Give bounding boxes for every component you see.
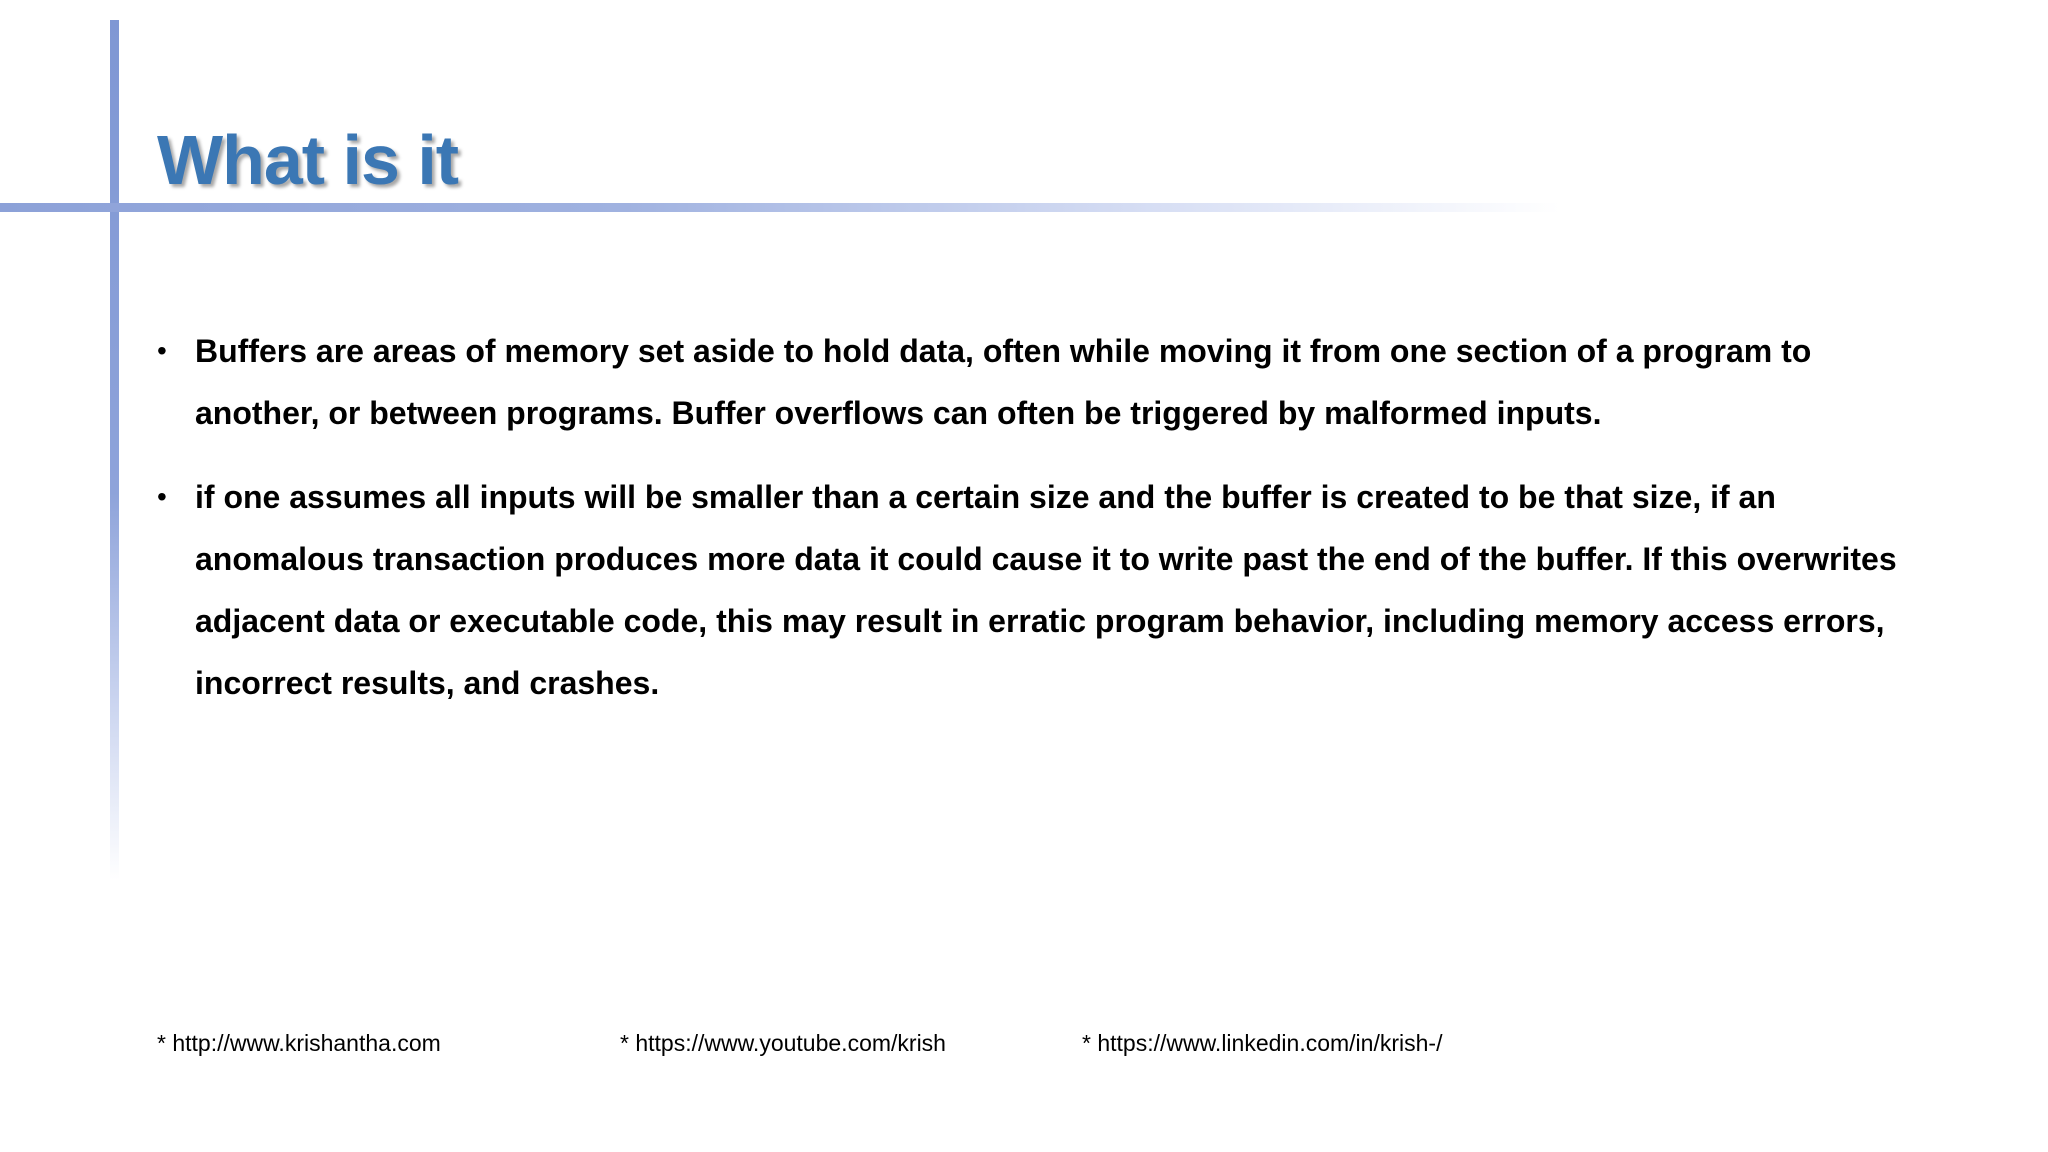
bullet-marker: • [157, 481, 167, 512]
bullet-list [157, 320, 1917, 736]
footer-website-link[interactable]: * http://www.krishantha.com [157, 1030, 441, 1056]
bullet-marker: • [157, 335, 167, 366]
vertical-accent-line [110, 20, 119, 880]
slide-title: What is it [157, 121, 459, 199]
bullet-text: if one assumes all inputs will be smaller than a certain size and the buffer is created to be that size, if an anomalous transaction produces more data it could cause it to write past the end of the buffer. If this overwrites adjacent data or executable code, this may result in erratic program behavior, including memory access errors, incorrect results, and crashes. [195, 479, 1897, 701]
bullet-item [157, 320, 1917, 444]
horizontal-accent-line [0, 203, 1560, 212]
bullet-text: Buffers are areas of memory set aside to hold data, often while moving it from one section of a program to another, or between programs. Buffer overflows can often be triggered by malformed inputs. [195, 333, 1812, 431]
bullet-item [157, 466, 1917, 714]
footer-youtube-link[interactable]: * https://www.youtube.com/krish [620, 1030, 946, 1056]
footer-linkedin-link[interactable]: * https://www.linkedin.com/in/krish-/ [1082, 1030, 1443, 1056]
